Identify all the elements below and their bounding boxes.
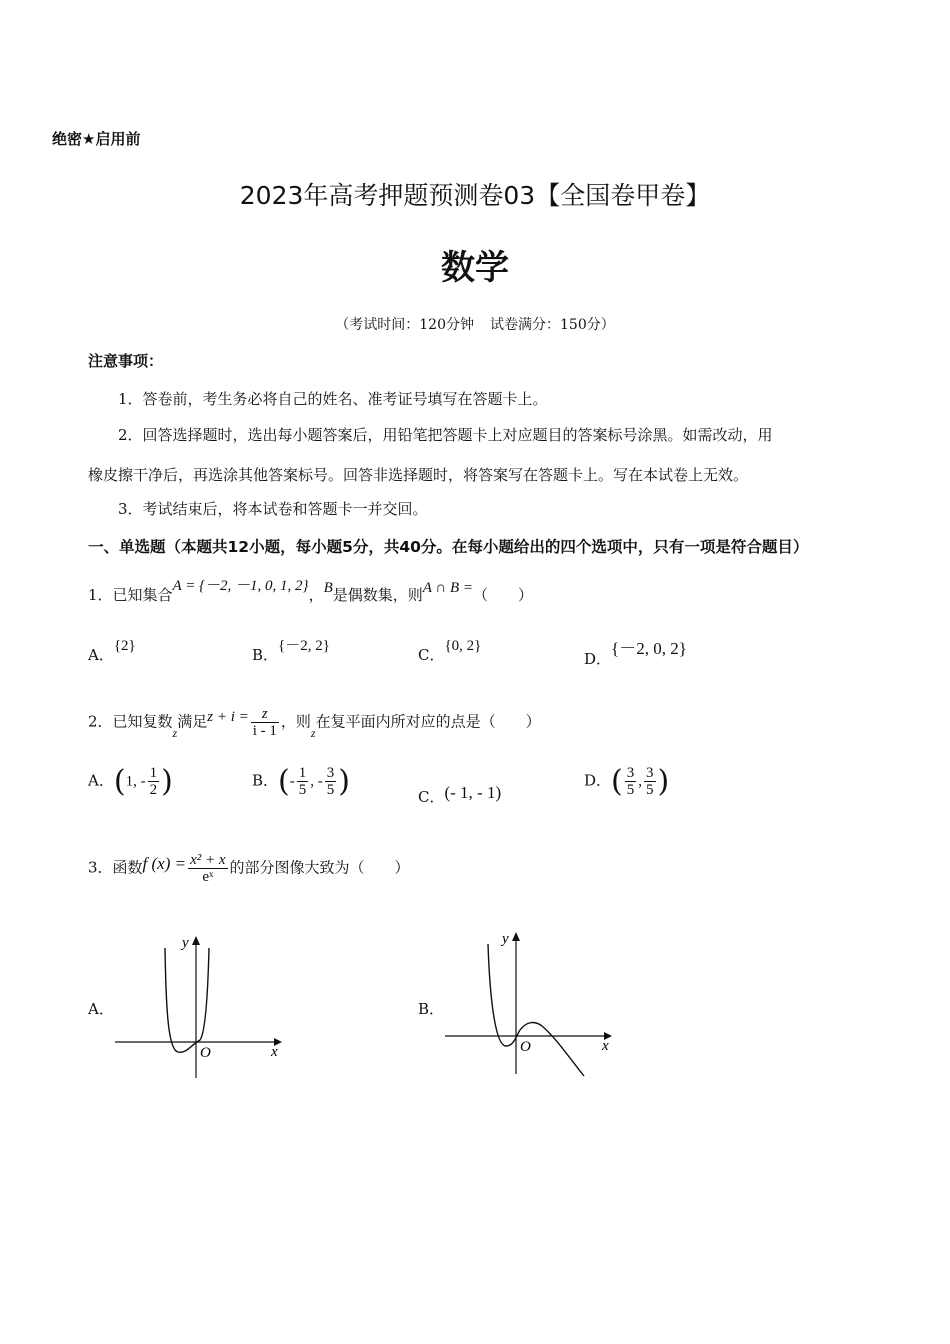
q1-opt-a-label: A． [88, 646, 114, 664]
q2-opt-d-den1: 5 [626, 782, 635, 798]
q1-option-b[interactable] [252, 638, 330, 665]
q2-opt-b-label: B． [252, 771, 279, 790]
exam-title: 2023年高考押题预测卷03【全国卷甲卷】 [239, 181, 711, 210]
q1-expr: A ∩ B = [422, 580, 474, 596]
q2-opt-b-sign: - [289, 773, 295, 790]
q1-set-a: A = {－2, －1, 0, 1, 2} [172, 578, 309, 594]
q2-opt-c-label: C． [418, 788, 445, 806]
q1-opt-a-value: {2} [113, 638, 136, 654]
y-label: y [502, 931, 509, 947]
notice-item-2a: 2．回答选择题时，选出每小题答案后，用铅笔把答题卡上对应题目的答案标号涂黑。如需改动，用 [118, 426, 773, 444]
notice-title: 注意事项： [88, 352, 164, 370]
q1-opt-d-value: {－2, 0, 2} [611, 639, 687, 658]
q2-cond: 满足 [177, 712, 208, 731]
q1-option-d[interactable] [584, 639, 687, 669]
q2-num: z [251, 706, 279, 723]
q1-blank: （ ） [473, 586, 534, 604]
q3-fx: f (x) = [142, 853, 187, 873]
q2-mid: ，则 [280, 712, 311, 731]
y-label: y [182, 935, 189, 951]
q2-opt-a-first: 1, - [125, 773, 146, 790]
q1-opt-c-value: {0, 2} [444, 638, 482, 654]
q2-opt-d-den2: 5 [646, 782, 654, 798]
question-3 [88, 852, 410, 885]
q1-var-b: B [323, 580, 333, 596]
q3-fraction [188, 852, 227, 885]
q2-opt-b-mid: , - [310, 773, 323, 790]
q2-option-a[interactable]: A．(1, - $\frac{1}{2}$ ) [88, 764, 173, 799]
q2-opt-a-label: A． [88, 771, 114, 790]
x-label: x [602, 1038, 609, 1054]
q3-den: eˣ [202, 869, 214, 885]
curve-a [165, 948, 209, 1052]
full-score: 试卷满分：150分） [490, 317, 615, 333]
question-2 [88, 706, 541, 739]
notice-item-2b: 橡皮擦干净后，再选涂其他答案标号。回答非选择题时，将答案写在答题卡上。写在本试卷上无效。 [88, 466, 749, 484]
notice-item-3: 3．考试结束后，将本试卷和答题卡一并交回。 [118, 500, 428, 518]
q2-opt-d-mid: , [638, 773, 642, 790]
q1-option-a[interactable] [88, 638, 136, 665]
q2-z-again: z [310, 725, 316, 740]
q2-z: z [172, 725, 178, 740]
q3-num: x² + x [190, 852, 226, 868]
curve-b [488, 944, 584, 1076]
q2-opt-d-label: D． [584, 771, 612, 790]
q2-lhs: z + i = [207, 708, 249, 725]
q1-prefix: 1．已知集合 [88, 586, 173, 604]
q2-prefix: 2．已知复数 [88, 712, 173, 731]
y-axis-arrow [512, 932, 520, 941]
question-1 [88, 578, 534, 605]
x-label: x [271, 1044, 278, 1060]
section-heading: 一、单选题（本题共12小题，每小题5分，共40分。在每小题给出的四个选项中，只有一项是符合题目） [88, 538, 809, 556]
y-axis-arrow [192, 936, 200, 945]
q2-opt-b-den2: 5 [326, 782, 335, 798]
q2-option-c[interactable] [418, 783, 502, 807]
q2-opt-b-den1: 5 [298, 782, 307, 798]
q1-option-c[interactable] [418, 638, 482, 665]
q3-graph-b [440, 924, 620, 1082]
q3-option-b-label[interactable]: B． [418, 1000, 445, 1018]
exam-meta [0, 314, 950, 334]
q1-opt-b-label: B． [252, 646, 279, 664]
q2-fraction [251, 706, 279, 739]
q1-opt-d-label: D． [584, 650, 612, 668]
q2-opt-a-den: 2 [149, 782, 158, 798]
confidential-label: 绝密★启用前 [52, 130, 141, 148]
q2-opt-b-num1: 1 [298, 765, 307, 781]
q2-opt-b-num2: 3 [326, 765, 335, 781]
q2-den: i - 1 [252, 723, 277, 739]
subject-title: 数学 [441, 248, 509, 288]
q2-option-d[interactable]: D．( $\frac{3}{5}$ , $\frac{3}{5}$ ) [584, 764, 670, 799]
q2-tail: 在复平面内所对应的点是（ ） [315, 712, 541, 731]
q3-tail: 的部分图像大致为（ ） [229, 858, 410, 877]
q3-graph-a [110, 928, 290, 1080]
q1-comma: ， [308, 586, 324, 604]
q3-option-a-label[interactable]: A． [88, 1000, 114, 1018]
exam-time: （考试时间：120分钟 [335, 317, 474, 333]
q2-opt-d-num1: 3 [626, 765, 635, 781]
q2-opt-a-num: 1 [149, 765, 158, 781]
q2-option-b[interactable]: B．(- $\frac{1}{5}$ , - $\frac{3}{5}$ ) [252, 764, 350, 799]
notice-item-1: 1．答卷前，考生务必将自己的姓名、准考证号填写在答题卡上。 [118, 390, 548, 408]
q1-opt-c-label: C． [418, 646, 445, 664]
q2-opt-c-value: (- 1, - 1) [444, 783, 502, 802]
origin-label: O [520, 1039, 531, 1055]
q1-mid: 是偶数集，则 [332, 586, 423, 604]
q2-opt-d-num2: 3 [646, 765, 654, 781]
origin-label: O [200, 1045, 211, 1061]
q3-prefix: 3．函数 [88, 858, 143, 877]
q1-opt-b-value: {－2, 2} [278, 638, 330, 654]
